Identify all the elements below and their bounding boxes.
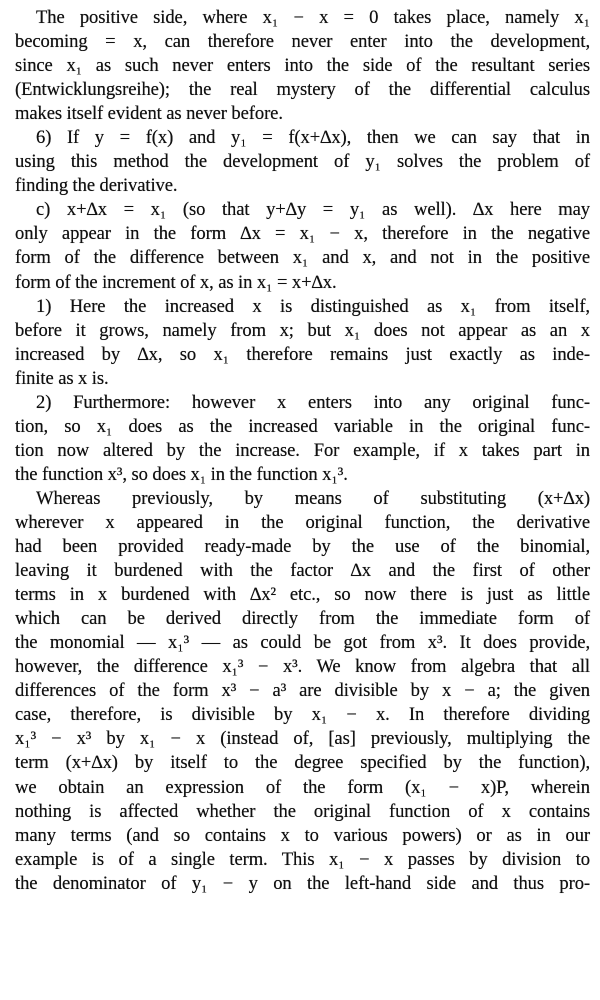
text-line: leaving it burdened with the factor ∆x and the first of other xyxy=(15,560,590,582)
text-line: makes itself evident as never before. xyxy=(15,103,283,125)
text-line: Whereas previously, by means of substituting (x+∆x) xyxy=(36,487,590,509)
text-line: finite as x is. xyxy=(15,367,109,389)
text-line: many terms (and so contains x to various powers) or as in our xyxy=(15,824,590,846)
text-line: using this method the development of y₁ solves the problem of xyxy=(15,151,590,173)
text-line: 2) Furthermore: however x enters into any original func- xyxy=(36,391,590,413)
text-line: case, therefore, is divisible by x₁ − x. In therefore dividing xyxy=(15,704,590,726)
text-line: form of the difference between x₁ and x, and not in the positive xyxy=(15,247,590,269)
text-line: had been provided ready-made by the use of the binomial, xyxy=(15,536,590,558)
document-page xyxy=(15,6,590,896)
text-line: before it grows, namely from x; but x₁ does not appear as an x xyxy=(15,319,590,341)
text-line: since x₁ as such never enters into the side of the resultant series xyxy=(15,55,590,77)
text-line: tion now altered by the increase. For example, if x takes part in xyxy=(15,439,590,461)
text-line: wherever x appeared in the original function, the derivative xyxy=(15,511,590,533)
text-line: only appear in the form ∆x = x₁ − x, therefore in the negative xyxy=(15,223,590,245)
text-line: increased by ∆x, so x₁ therefore remains just exactly as inde- xyxy=(15,343,590,365)
text-line: the denominator of y₁ − y on the left-hand side and thus pro- xyxy=(15,872,590,894)
text-line: nothing is affected whether the original function of x contains xyxy=(15,800,590,822)
text-line: 6) If y = f(x) and y₁ = f(x+∆x), then we can say that in xyxy=(36,127,590,149)
text-line: differences of the form x³ − a³ are divisible by x − a; the given xyxy=(15,680,590,702)
text-line: tion, so x₁ does as the increased variable in the original func- xyxy=(15,415,590,437)
text-line: c) x+∆x = x₁ (so that y+∆y = y₁ as well). ∆x here may xyxy=(36,199,590,221)
text-line: (Entwicklungsreihe); the real mystery of the differential calculus xyxy=(15,79,590,101)
text-line: we obtain an expression of the form (x₁ − x)P, wherein xyxy=(15,776,590,798)
text-line: becoming = x, can therefore never enter into the development, xyxy=(15,31,590,53)
text-line: the function x³, so does x₁ in the function x₁³. xyxy=(15,463,348,485)
text-line: which can be derived directly from the immediate form of xyxy=(15,608,590,630)
text-line: however, the difference x₁³ − x³. We know from algebra that all xyxy=(15,656,590,678)
text-line: finding the derivative. xyxy=(15,175,178,197)
text-line: x₁³ − x³ by x₁ − x (instead of, [as] previously, multiplying the xyxy=(15,728,590,750)
text-line: terms in x burdened with ∆x² etc., so now there is just as little xyxy=(15,584,590,606)
text-line: The positive side, where x₁ − x = 0 takes place, namely x₁ xyxy=(36,7,590,28)
text-line: term (x+∆x) by itself to the degree specified by the function), xyxy=(15,752,590,774)
text-line: the monomial — x₁³ — as could be got from x³. It does provide, xyxy=(15,632,590,654)
text-line: form of the increment of x, as in x₁ = x+∆x. xyxy=(15,271,337,293)
text-line: example is of a single term. This x₁ − x passes by division to xyxy=(15,848,590,870)
text-line: 1) Here the increased x is distinguished as x₁ from itself, xyxy=(36,295,590,317)
